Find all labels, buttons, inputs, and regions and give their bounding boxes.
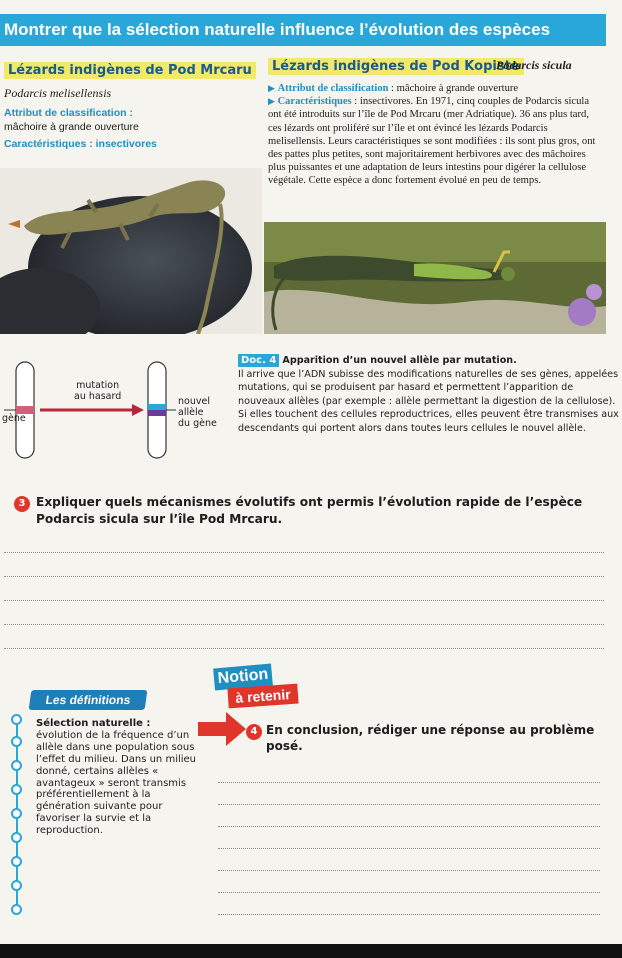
definition-text	[36, 718, 206, 837]
answer-line[interactable]	[218, 848, 600, 849]
lizard-photo-sicula	[264, 222, 606, 334]
page-title: Montrer que la sélection naturelle influence l’évolution des espèces	[0, 14, 606, 46]
bullet-ring-icon	[11, 784, 22, 795]
answer-line[interactable]	[4, 624, 604, 625]
answer-line[interactable]	[4, 576, 604, 577]
left-classification-value: mâchoire à grande ouverture	[4, 121, 139, 133]
right-species-tag: Podarcis sicula	[496, 58, 572, 72]
answer-line[interactable]	[218, 782, 600, 783]
left-classification	[4, 106, 244, 134]
left-characteristics: Caractéristiques : insectivores	[4, 138, 157, 150]
doc4-block	[238, 354, 622, 436]
answer-line[interactable]	[218, 914, 600, 915]
answer-line[interactable]	[218, 804, 600, 805]
bullet-ring-icon	[11, 760, 22, 771]
gene-label: gène	[2, 413, 26, 424]
bullet-ring-icon	[11, 904, 22, 915]
answer-line[interactable]	[4, 600, 604, 601]
question3-number: 3	[14, 496, 30, 512]
bullet-ring-icon	[11, 832, 22, 843]
definitions-tag: Les définitions	[29, 690, 148, 710]
question4-text: En conclusion, rédiger une réponse au problème posé.	[266, 723, 595, 753]
left-heading: Lézards indigènes de Pod Mrcaru	[4, 62, 256, 79]
right-description	[268, 82, 604, 188]
doc4-title: Apparition d’un nouvel allèle par mutation.	[282, 355, 517, 366]
answer-line[interactable]	[218, 826, 600, 827]
answer-line[interactable]	[4, 648, 604, 649]
bullet-ring-icon	[11, 714, 22, 725]
bullet-arrow-icon: ▶	[268, 83, 275, 93]
mutation-diagram	[4, 354, 238, 466]
right-classification-value: : mâchoire à grande ouverture	[388, 83, 519, 94]
doc4-body: Il arrive que l’ADN subisse des modifications naturelles de ses gènes, appelées mutations, qui se produisent par hasard et permettent l’apparition de nouveaux allèles (par exemple : allèle permettant la digestion de la cellulose). Si elles touchent des cellules reproductrices, elles peuvent être transmises aux descendants qui portent alors dans toutes leurs cellules le nouvel allèle.	[238, 368, 619, 434]
lizard-photo-melisellensis	[0, 168, 262, 334]
right-classification-label: Attribut de classification	[277, 83, 389, 94]
pointer-arrow-icon	[198, 712, 246, 751]
right-heading: Lézards indigènes de Pod Kopiste	[268, 58, 524, 75]
definition-body: évolution de la fréquence d’un allèle dans une population sous l’effet du milieu. Dans un milieu donné, certains allèles « avantageux » seront transmis préférentiellement à la génération suivante pour favoriser la survie et la reproduction.	[36, 729, 197, 837]
right-characteristics-label: Caractéristiques	[277, 96, 352, 108]
answer-line[interactable]	[4, 552, 604, 553]
bullet-ring-icon	[11, 856, 22, 867]
notion-label: Notion	[213, 664, 273, 691]
mutation-label: mutation au hasard	[74, 380, 122, 402]
bullet-ring-icon	[11, 808, 22, 819]
question3-text: Expliquer quels mécanismes évolutifs ont permis l’évolution rapide de l’espèce Podarcis sicula sur l’île Pod Mrcaru.	[36, 495, 583, 526]
answer-line[interactable]	[218, 892, 600, 893]
retenir-label: à retenir	[227, 684, 298, 709]
question4-number: 4	[246, 724, 262, 740]
new-allele-label: nouvel allèle du gène	[178, 396, 217, 429]
bullet-ring-icon	[11, 880, 22, 891]
right-characteristics-text: : insectivores. En 1971, cinq couples de Podarcis sicula ont été introduits sur l’île de Pod Mrcaru (mer Adriatique). 36 ans plus tard, ces lézards ont proliféré sur l’île et ont évincé les lézards Podarcis melisellensis. Leurs caractéristiques se sont modifiées : ils sont plus gros, ont des pattes plus petites, sont majoritairement herbivores avec des mâchoires plus puissantes et une adaptation de leurs intestins pour digérer la cellulose végétale. Cette espèce a donc fortement évolué en peu de temps.	[268, 96, 596, 187]
bullet-ring-icon	[11, 736, 22, 747]
doc4-tag: Doc. 4	[238, 354, 279, 367]
definition-term: Sélection naturelle :	[36, 718, 151, 729]
definitions-panel	[4, 706, 200, 924]
bullet-arrow-icon: ▶	[268, 96, 275, 107]
left-classification-label: Attribut de classification :	[4, 107, 133, 119]
bottom-bar	[0, 944, 622, 958]
answer-line[interactable]	[218, 870, 600, 871]
left-species: Podarcis melisellensis	[4, 86, 112, 100]
